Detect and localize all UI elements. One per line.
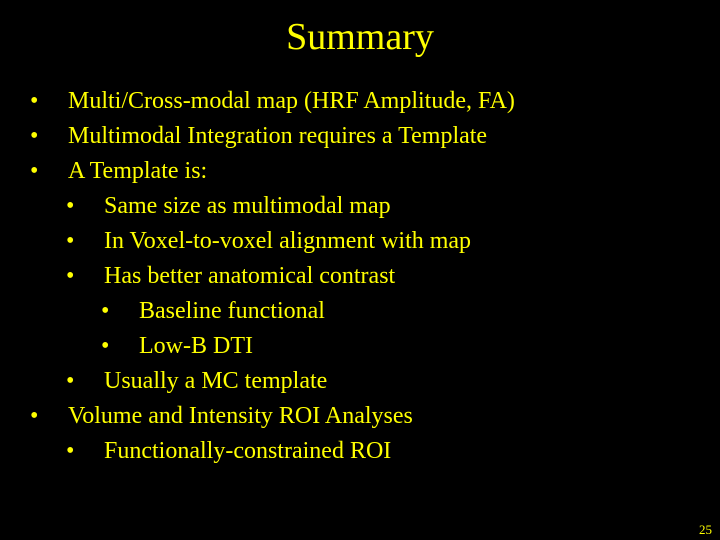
bullet-glyph: • <box>66 193 75 219</box>
bullet-item <box>0 224 720 259</box>
bullet-item <box>0 189 720 224</box>
slide-title: Summary <box>286 16 434 58</box>
bullet-item <box>0 364 720 399</box>
bullet-list <box>0 84 720 469</box>
bullet-glyph: • <box>66 368 75 394</box>
bullet-text: Volume and Intensity ROI Analyses <box>68 403 413 429</box>
bullet-glyph: • <box>30 158 39 184</box>
bullet-text: Multimodal Integration requires a Template <box>68 123 488 149</box>
bullet-glyph: • <box>30 403 39 429</box>
bullet-glyph: • <box>66 438 75 464</box>
bullet-item <box>0 154 720 189</box>
bullet-glyph: • <box>30 123 39 149</box>
bullet-text: Has better anatomical contrast <box>104 263 396 289</box>
bullet-item <box>0 399 720 434</box>
bullet-glyph: • <box>66 263 75 289</box>
bullet-text: Same size as multimodal map <box>104 193 391 219</box>
bullet-glyph: • <box>101 298 110 324</box>
bullet-glyph: • <box>66 228 75 254</box>
bullet-item <box>0 259 720 294</box>
bullet-item <box>0 329 720 364</box>
bullet-text: A Template is: <box>68 158 208 184</box>
bullet-item <box>0 84 720 119</box>
bullet-text: Usually a MC template <box>104 368 328 394</box>
bullet-text: Baseline functional <box>139 298 325 324</box>
bullet-glyph: • <box>30 88 39 114</box>
bullet-item <box>0 434 720 469</box>
bullet-text: Functionally-constrained ROI <box>104 438 392 464</box>
bullet-text: Multi/Cross-modal map (HRF Amplitude, FA) <box>68 88 515 114</box>
bullet-item <box>0 119 720 154</box>
bullet-item <box>0 294 720 329</box>
bullet-text: Low-B DTI <box>139 333 253 359</box>
bullet-glyph: • <box>101 333 110 359</box>
slide-number: 25 <box>699 522 712 537</box>
bullet-text: In Voxel-to-voxel alignment with map <box>104 228 472 254</box>
